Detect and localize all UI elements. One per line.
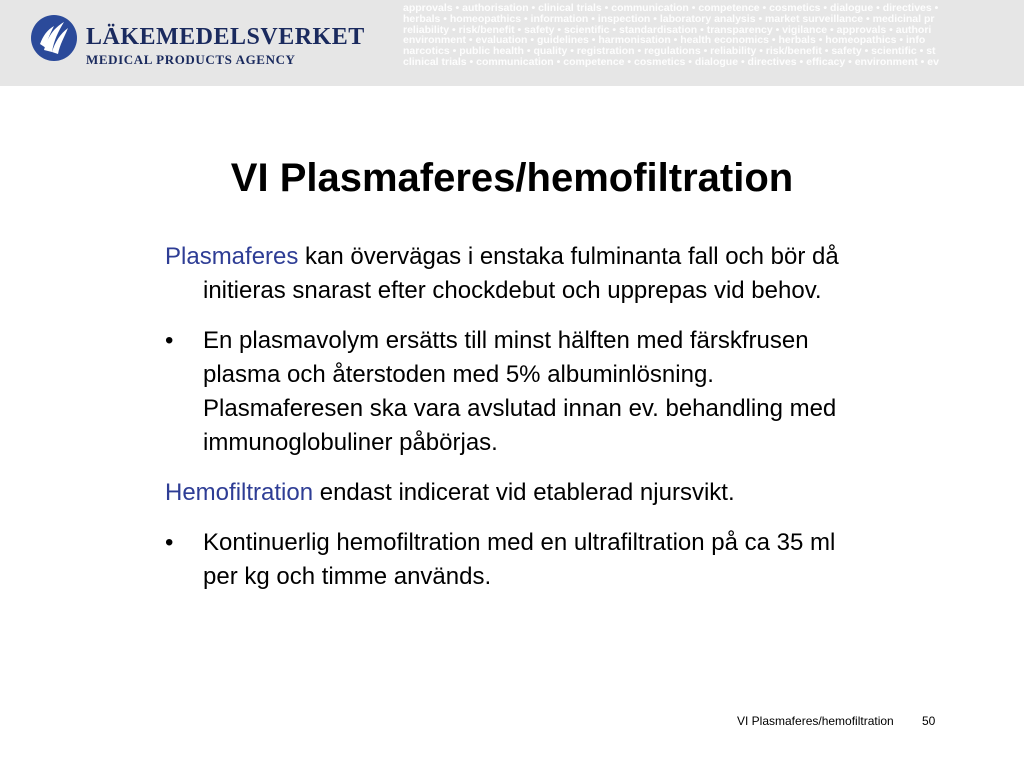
logo-subtitle: MEDICAL PRODUCTS AGENCY: [86, 52, 296, 67]
term-hemofiltration: Hemofiltration: [165, 479, 314, 506]
bullet-plasmavolym: [165, 324, 855, 460]
bullet-text: En plasmavolym ersätts till minst hälften med färskfrusen plasma och återstoden med 5% albuminlösning. Plasmaferesen ska vara avslutad innan ev. behandling med immunoglobuliner påbörjas.: [203, 327, 837, 456]
bullet-text: Kontinuerlig hemofiltration med en ultrafiltration på ca 35 ml per kg och timme används.: [203, 529, 836, 590]
keyword-watermark: [403, 3, 1024, 83]
paragraph-text: endast indicerat vid etablerad njursvikt.: [313, 479, 735, 506]
bullet-icon: •: [165, 529, 174, 556]
keyword-line: reliability • risk/benefit • safety • scientific • standardisation • transparency • vigilance • approvals • authori: [403, 23, 932, 36]
term-plasmaferes: Plasmaferes: [165, 243, 299, 270]
page-number: 50: [922, 714, 936, 728]
logo-emblem-icon: [30, 14, 78, 62]
logo-name: LÄKEMEDELSVERKET: [86, 24, 365, 50]
paragraph-hemofiltration: [165, 476, 855, 510]
bullet-kontinuerlig: [165, 526, 855, 594]
paragraph-plasmaferes: [165, 240, 855, 308]
agency-logo: [30, 14, 365, 72]
paragraph-text: kan övervägas i enstaka fulminanta fall och bör då initieras snarast efter chockdebut och upprepas vid behov.: [203, 243, 839, 304]
header-banner: [0, 0, 1024, 86]
bullet-icon: •: [165, 327, 174, 354]
slide-body: [165, 240, 855, 594]
footer-title: VI Plasmaferes/hemofiltration: [737, 714, 894, 728]
keyword-line: clinical trials • communication • competence • cosmetics • dialogue • directives • efficacy • environment • ev: [403, 55, 939, 68]
slide-title: VI Plasmaferes/hemofiltration: [230, 156, 794, 200]
keyword-line: environment • evaluation • guidelines • harmonisation • health economics • herbals • homeopathics • info: [403, 34, 926, 47]
keyword-line: approvals • authorisation • clinical trials • communication • competence • cosmetics • dialogue • directives •: [403, 3, 939, 14]
keyword-line: narcotics • public health • quality • registration • regulations • reliability • risk/benefit • safety • scientific • st: [403, 45, 936, 58]
keyword-line: herbals • homeopathics • information • inspection • laboratory analysis • market surveillance • medicinal pr: [403, 12, 935, 25]
